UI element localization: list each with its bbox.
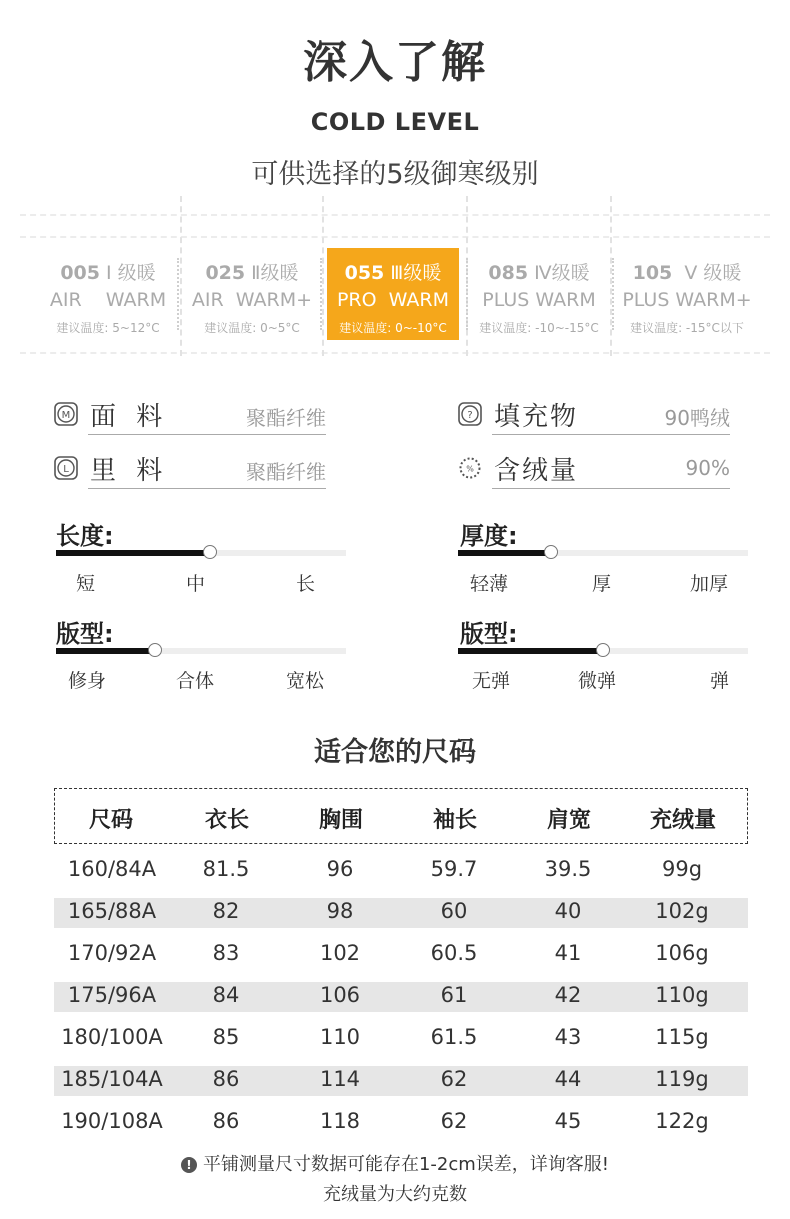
table-cell: 99g xyxy=(661,857,703,881)
table-cell: 60.5 xyxy=(430,941,478,965)
table-cell: 98 xyxy=(326,899,354,923)
fit-tick: 宽松 xyxy=(286,670,325,692)
stretch-fill xyxy=(458,648,603,654)
thickness-tick: 厚 xyxy=(592,573,612,595)
level-name: PLUS WARM+ xyxy=(622,289,752,311)
table-cell: 45 xyxy=(554,1109,582,1133)
lining-value: 聚酯纤维 xyxy=(246,460,326,484)
table-cell: 83 xyxy=(212,941,240,965)
table-cell: 102 xyxy=(319,941,361,965)
cold-level-055-selected xyxy=(327,248,459,340)
column-header: 尺码 xyxy=(88,808,133,833)
stretch-knob xyxy=(596,643,610,657)
table-cell: 84 xyxy=(212,983,240,1007)
measurement-note-text: 平铺测量尺寸数据可能存在1-2cm误差，详询客服! xyxy=(202,1154,610,1175)
table-cell: 110 xyxy=(319,1025,361,1049)
material-lining xyxy=(54,452,326,492)
table-cell: 40 xyxy=(554,899,582,923)
svg-text:?: ? xyxy=(467,410,473,421)
table-cell: 82 xyxy=(212,899,240,923)
table-row xyxy=(54,940,748,970)
fit-knob xyxy=(148,643,162,657)
down-weight-note: 充绒量为大约克数 xyxy=(323,1184,467,1205)
column-header: 充绒量 xyxy=(649,808,716,833)
table-cell: 115g xyxy=(655,1025,709,1049)
table-cell: 106 xyxy=(319,983,361,1007)
length-tick: 长 xyxy=(296,573,316,595)
table-cell: 119g xyxy=(655,1067,709,1091)
table-cell: 42 xyxy=(554,983,582,1007)
length-tick: 短 xyxy=(76,573,96,595)
lining-icon xyxy=(54,456,78,480)
table-cell: 96 xyxy=(326,857,354,881)
filling-value: 90鸭绒 xyxy=(664,406,730,430)
thickness-track xyxy=(458,550,748,556)
divider xyxy=(20,352,770,354)
table-cell: 175/96A xyxy=(67,983,157,1007)
level-grade: Ⅴ 级暖 xyxy=(672,262,742,284)
fit-tick: 修身 xyxy=(68,670,107,692)
level-grade: Ⅲ级暖 xyxy=(384,262,442,284)
table-cell: 86 xyxy=(212,1067,240,1091)
table-cell: 165/88A xyxy=(67,899,157,923)
level-code: 055 xyxy=(344,262,385,284)
table-row xyxy=(54,856,748,886)
level-grade: Ⅰ 级暖 xyxy=(99,262,156,284)
stretch-track xyxy=(458,648,748,654)
table-cell: 62 xyxy=(440,1109,468,1133)
stretch-tick: 微弹 xyxy=(578,670,617,692)
column-header: 衣长 xyxy=(204,808,249,833)
thickness-tick: 轻薄 xyxy=(470,573,509,595)
table-cell: 81.5 xyxy=(202,857,250,881)
svg-text:M: M xyxy=(61,410,71,421)
table-cell: 85 xyxy=(212,1025,240,1049)
measurement-note xyxy=(0,1150,790,1176)
level-grade: Ⅳ级暖 xyxy=(528,262,590,284)
cold-level-heading: COLD LEVEL xyxy=(310,108,480,136)
fabric-icon xyxy=(54,402,78,426)
divider xyxy=(612,258,614,330)
table-cell: 180/100A xyxy=(61,1025,163,1049)
level-temp: 建议温度: -10~-15°C xyxy=(479,321,599,335)
length-knob xyxy=(203,545,217,559)
table-cell: 39.5 xyxy=(544,857,592,881)
fabric-value: 聚酯纤维 xyxy=(246,406,326,430)
table-cell: 61.5 xyxy=(430,1025,478,1049)
cold-level-subtitle: 可供选择的5级御寒级别 xyxy=(251,159,539,190)
table-cell: 86 xyxy=(212,1109,240,1133)
material-filling xyxy=(458,398,730,438)
table-row xyxy=(54,1108,748,1138)
down-content-value: 90% xyxy=(685,456,730,480)
underline xyxy=(492,434,730,435)
column-header: 袖长 xyxy=(432,808,477,833)
table-row xyxy=(54,898,748,928)
table-cell: 160/84A xyxy=(67,857,157,881)
down-content-label: 含绒量 xyxy=(494,456,579,486)
stretch-label: 版型: xyxy=(460,620,518,648)
table-row xyxy=(54,1024,748,1054)
level-temp: 建议温度: -15°C以下 xyxy=(630,321,744,335)
level-name: PRO WARM xyxy=(336,289,450,311)
length-label: 长度: xyxy=(56,522,114,550)
cold-level-105 xyxy=(620,248,754,340)
lining-label: 里 料 xyxy=(90,456,169,486)
table-cell: 170/92A xyxy=(67,941,157,965)
level-temp: 建议温度: 0~-10°C xyxy=(339,321,447,335)
level-code: 005 xyxy=(60,262,100,284)
length-fill xyxy=(56,550,210,556)
table-cell: 61 xyxy=(440,983,468,1007)
exclamation-icon: ! xyxy=(181,1157,197,1173)
underline xyxy=(88,488,326,489)
table-cell: 122g xyxy=(655,1109,709,1133)
underline xyxy=(492,488,730,489)
fit-fill xyxy=(56,648,155,654)
cold-level-085 xyxy=(472,248,606,340)
table-cell: 41 xyxy=(554,941,582,965)
size-table-header xyxy=(54,788,748,844)
level-code: 085 xyxy=(488,262,529,284)
column-header: 胸围 xyxy=(318,808,363,833)
svg-text:L: L xyxy=(63,464,69,475)
level-name: PLUS WARM xyxy=(482,289,596,311)
stretch-tick: 无弹 xyxy=(472,670,511,692)
thickness-knob xyxy=(544,545,558,559)
cold-level-005 xyxy=(42,248,174,340)
material-fabric xyxy=(54,398,326,438)
level-grade: Ⅱ级暖 xyxy=(245,262,299,284)
cold-level-025 xyxy=(186,248,318,340)
percent-gauge-icon xyxy=(458,456,482,480)
divider xyxy=(20,214,770,216)
page-title: 深入了解 xyxy=(303,37,487,88)
table-row xyxy=(54,1066,748,1096)
table-cell: 44 xyxy=(554,1067,582,1091)
thickness-label: 厚度: xyxy=(460,522,518,550)
svg-text:%: % xyxy=(466,464,474,474)
table-cell: 110g xyxy=(655,983,709,1007)
divider xyxy=(20,236,770,238)
filling-label: 填充物 xyxy=(494,402,579,432)
fabric-label: 面 料 xyxy=(90,402,169,432)
size-table-title: 适合您的尺码 xyxy=(314,737,476,768)
material-down-content xyxy=(458,452,730,492)
level-code: 025 xyxy=(205,262,246,284)
divider xyxy=(322,196,324,356)
length-track xyxy=(56,550,346,556)
table-cell: 43 xyxy=(554,1025,582,1049)
level-temp: 建议温度: 0~5°C xyxy=(204,321,300,335)
table-row xyxy=(54,982,748,1012)
divider xyxy=(466,258,468,330)
level-name: AIR WARM+ xyxy=(191,289,313,311)
level-code: 105 xyxy=(632,262,673,284)
fit-track xyxy=(56,648,346,654)
length-tick: 中 xyxy=(186,573,206,595)
fit-label: 版型: xyxy=(56,620,114,648)
fit-tick: 合体 xyxy=(176,670,215,692)
divider xyxy=(177,258,179,330)
table-cell: 185/104A xyxy=(61,1067,163,1091)
table-cell: 102g xyxy=(655,899,709,923)
table-cell: 114 xyxy=(319,1067,361,1091)
level-name: AIR WARM xyxy=(49,289,167,311)
thickness-fill xyxy=(458,550,551,556)
table-cell: 106g xyxy=(655,941,709,965)
table-cell: 62 xyxy=(440,1067,468,1091)
table-cell: 60 xyxy=(440,899,468,923)
column-header: 肩宽 xyxy=(546,808,591,833)
thickness-tick: 加厚 xyxy=(690,573,729,595)
table-cell: 59.7 xyxy=(430,857,478,881)
table-cell: 190/108A xyxy=(61,1109,163,1133)
table-cell: 118 xyxy=(319,1109,361,1133)
divider xyxy=(320,258,322,330)
divider xyxy=(180,196,182,356)
underline xyxy=(88,434,326,435)
stretch-tick: 弹 xyxy=(710,670,730,692)
level-temp: 建议温度: 5~12°C xyxy=(56,321,160,335)
filling-icon xyxy=(458,402,482,426)
